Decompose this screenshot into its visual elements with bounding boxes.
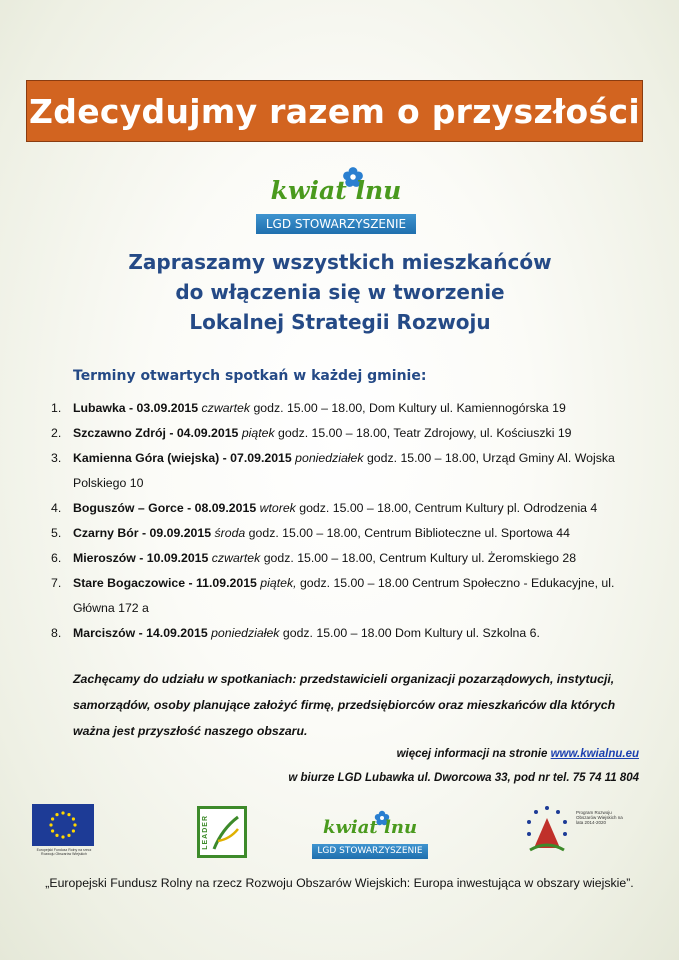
office-line: w biurze LGD Lubawka ul. Dworcowa 33, pod nr tel. 75 74 11 804 (288, 772, 639, 784)
leader-label: LEADER (202, 815, 209, 850)
meeting-day: poniedziałek (295, 451, 364, 465)
meeting-day: środa (214, 526, 246, 540)
meeting-place: Szczawno Zdrój - 04.09.2015 (73, 426, 239, 440)
contact-info (288, 742, 639, 790)
list-item (40, 496, 650, 521)
logo-bar: LGD STOWARZYSZENIE (256, 214, 416, 234)
list-item (40, 571, 650, 621)
website-prefix: więcej informacji na stronie (396, 748, 551, 760)
eu-caption: Europejski Fundusz Rolny na rzecz Rozwoju Obszarów Wiejskich (36, 848, 92, 856)
meetings-list (40, 396, 650, 646)
eu-flag-logo (32, 804, 94, 846)
meeting-details: godz. 15.00 – 18.00 Dom Kultury ul. Szkolna 6. (279, 626, 540, 640)
eu-stars-icon (32, 804, 94, 846)
list-item (40, 521, 650, 546)
logo-bar: LGD STOWARZYSZENIE (312, 844, 428, 859)
meeting-details: godz. 15.00 – 18.00, Centrum Kultury ul. Żeromskiego 28 (260, 551, 577, 565)
leader-star-icon (200, 809, 244, 855)
headline-line: Zapraszamy wszystkich mieszkańców (128, 250, 552, 274)
meeting-day: piątek, (260, 576, 297, 590)
list-item (40, 446, 650, 496)
logo-wordmark: kwiat lnu (270, 176, 402, 205)
meeting-details: godz. 15.00 – 18.00, Dom Kultury ul. Kamiennogórska 19 (250, 401, 566, 415)
item-number: 8. (51, 626, 62, 640)
item-number: 5. (51, 526, 62, 540)
kwiat-lnu-logo-small (312, 813, 428, 859)
headline-line: do włączenia się w tworzenie (175, 280, 505, 304)
title-banner (26, 80, 643, 142)
meeting-place: Marciszów - 14.09.2015 (73, 626, 208, 640)
kwiat-lnu-logo (256, 170, 416, 234)
meeting-details: godz. 15.00 – 18.00, Centrum Biblioteczne ul. Sportowa 44 (245, 526, 570, 540)
item-number: 6. (51, 551, 62, 565)
item-number: 3. (51, 451, 62, 465)
prow-emblem-icon (520, 802, 574, 858)
footer-note: „Europejski Fundusz Rolny na rzecz Rozwoju Obszarów Wiejskich: Europa inwestująca w obszary wiejskie”. (45, 876, 634, 890)
item-number: 1. (51, 401, 62, 415)
list-item (40, 396, 650, 421)
leader-logo (197, 806, 247, 858)
meeting-details: godz. 15.00 – 18.00 Centrum Społeczno - Edukacyjne, ul. Główna 172 a (73, 576, 615, 615)
logo-wordmark: kwiat lnu (322, 817, 418, 838)
list-item (40, 621, 650, 646)
website-link[interactable]: www.kwialnu.eu (550, 748, 639, 760)
meeting-place: Kamienna Góra (wiejska) - 07.09.2015 (73, 451, 292, 465)
meeting-place: Stare Bogaczowice - 11.09.2015 (73, 576, 257, 590)
list-item (40, 421, 650, 446)
prow-logo (520, 802, 630, 858)
item-number: 7. (51, 576, 62, 590)
meeting-day: poniedziałek (211, 626, 280, 640)
meeting-place: Boguszów – Gorce - 08.09.2015 (73, 501, 257, 515)
meeting-place: Mieroszów - 10.09.2015 (73, 551, 209, 565)
headline (60, 247, 620, 337)
prow-caption: Program Rozwoju Obszarów Wiejskich na lata 2014-2020 (576, 810, 623, 825)
page-title: Zdecydujmy razem o przyszłości (29, 91, 640, 131)
website-line (288, 742, 639, 766)
meeting-details: godz. 15.00 – 18.00, Teatr Zdrojowy, ul. Kościuszki 19 (274, 426, 572, 440)
invitation-text: Zachęcamy do udziału w spotkaniach: przedstawicieli organizacji pozarządowych, instytucji, samorządów, osoby planujące założyć firmę, przedsiębiorców oraz mieszkańców dla których ważna jest przyszłość naszego obszaru. (73, 672, 616, 738)
item-number: 2. (51, 426, 62, 440)
headline-line: Lokalnej Strategii Rozwoju (189, 310, 491, 334)
meeting-day: wtorek (259, 501, 296, 515)
list-item (40, 546, 650, 571)
meeting-details: godz. 15.00 – 18.00, Urząd Gminy Al. Wojska Polskiego 10 (73, 451, 615, 490)
item-number: 4. (51, 501, 62, 515)
meeting-details: godz. 15.00 – 18.00, Centrum Kultury pl. Odrodzenia 4 (295, 501, 598, 515)
meeting-place: Lubawka - 03.09.2015 (73, 401, 199, 415)
meeting-day: piątek (241, 426, 275, 440)
meeting-place: Czarny Bór - 09.09.2015 (73, 526, 212, 540)
meeting-day: czwartek (211, 551, 261, 565)
meetings-heading: Terminy otwartych spotkań w każdej gminie: (73, 368, 427, 384)
meeting-day: czwartek (201, 401, 251, 415)
